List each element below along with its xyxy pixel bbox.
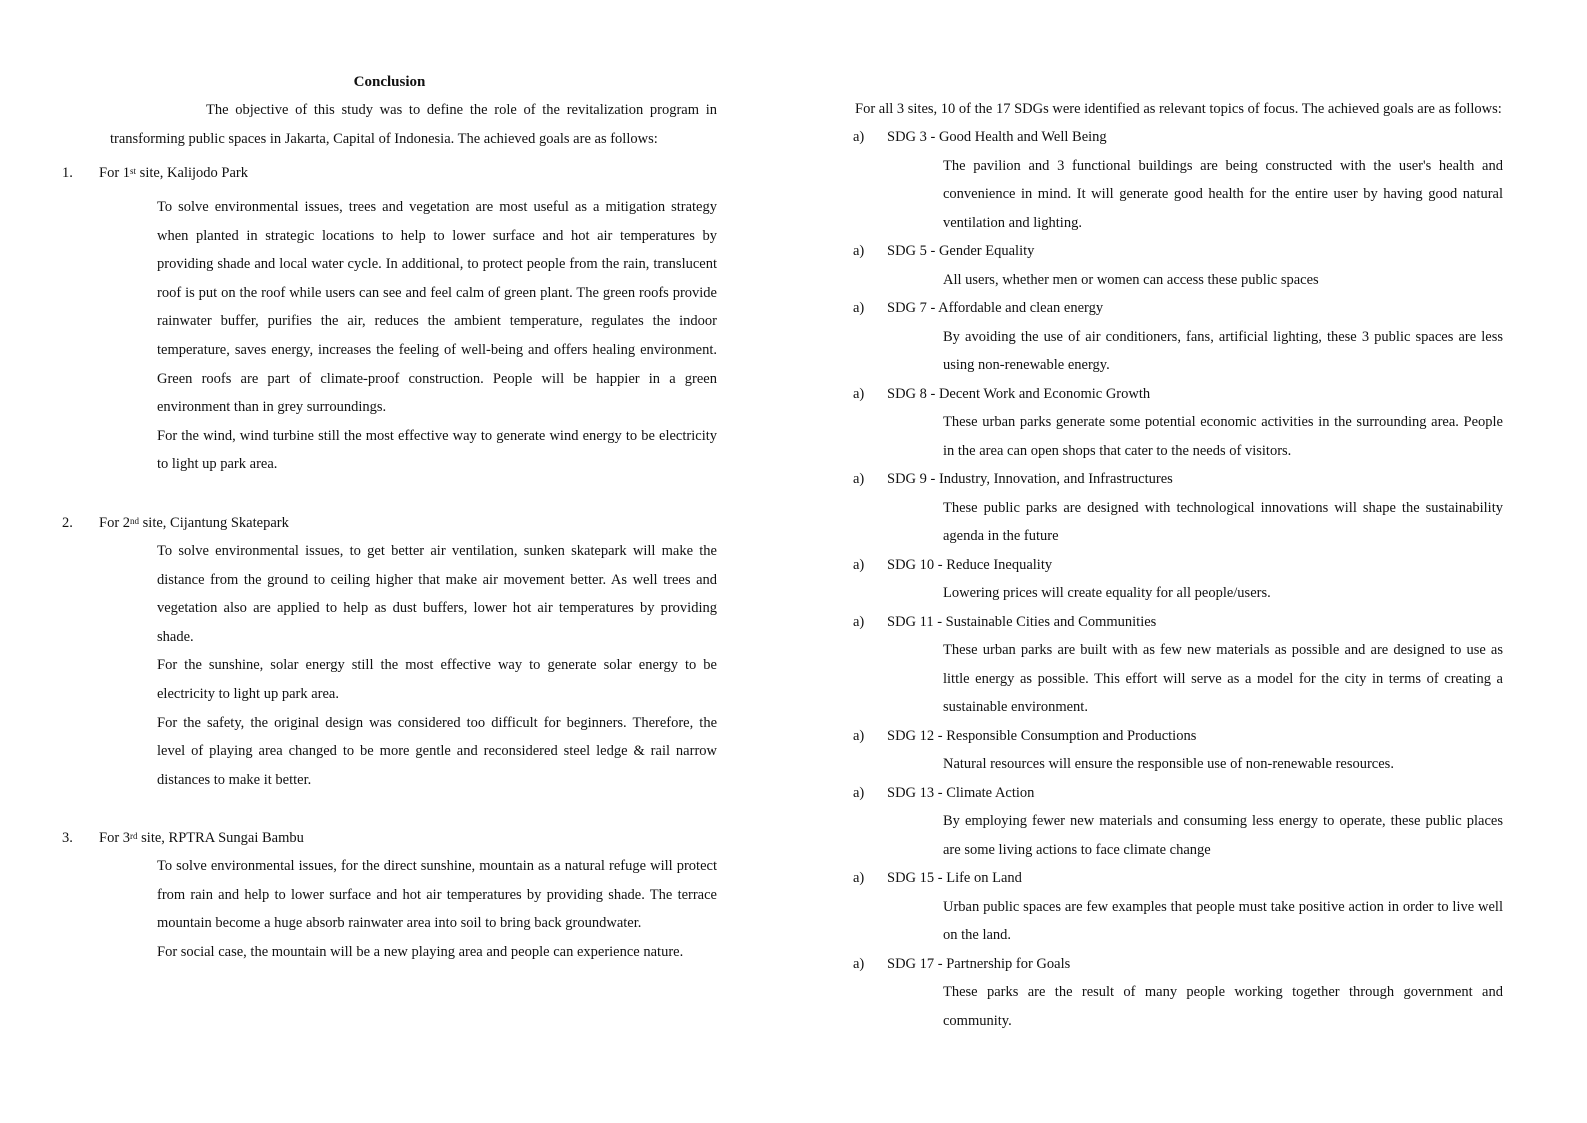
sdg-heading xyxy=(853,864,1503,893)
left-column xyxy=(62,70,717,967)
site-heading-text xyxy=(99,824,304,852)
sdg-description: Lowering prices will create equality for all people/users. xyxy=(943,585,1271,601)
body-paragraph: For the sunshine, solar energy still the most effective way to generate solar energy to be electricity to light up park area. xyxy=(157,657,717,702)
sdg-item xyxy=(853,608,1503,722)
sdg-item xyxy=(853,950,1503,1036)
sdg-item xyxy=(853,779,1503,865)
body-paragraph: To solve environmental issues, to get better air ventilation, sunken skatepark will make the distance from the ground to ceiling higher that make air movement better. As well trees and vegetation also are applied to help as dust buffers, lower hot air temperatures by providing shade. xyxy=(157,542,717,645)
heading-prefix: For 2 xyxy=(99,514,131,531)
right-column xyxy=(853,95,1503,1035)
sdg-item xyxy=(853,722,1503,779)
sdg-description: By employing fewer new materials and consuming less energy to operate, these public places are some living actions to face climate change xyxy=(943,813,1503,858)
sdg-intro-paragraph: For all 3 sites, 10 of the 17 SDGs were identified as relevant topics of focus. The achieved goals are as follows: xyxy=(855,101,1502,117)
section-title: Conclusion xyxy=(353,74,426,90)
site-3-block xyxy=(62,824,717,966)
list-letter: a) xyxy=(853,727,865,744)
list-letter: a) xyxy=(853,870,865,886)
list-number: 2. xyxy=(62,514,73,531)
sdg-description: Urban public spaces are few examples that people must take positive action in order to live well on the land. xyxy=(943,898,1503,943)
heading-prefix: For 1 xyxy=(99,165,131,181)
sdg-heading xyxy=(853,779,1503,808)
sdg-description: These urban parks generate some potential economic activities in the surrounding area. People in the area can open shops that cater to the needs of visitors. xyxy=(943,414,1503,459)
body-paragraph: To solve environmental issues, trees and vegetation are most useful as a mitigation strategy when planted in strategic locations to help to lower surface and hot air temperatures by providing shade and local water cycle. In additional, to protect people from the rain, translucent roof is put on the roof while users can see and feel calm of green plant. The green roofs provide rainwater buffer, purifies the air, reduces the ambient temperature, regulates the indoor temperature, saves energy, increases the feeling of well-being and offers healing environment. Green roofs are part of climate-proof construction. People will be happier in a green environment than in grey surroundings. xyxy=(157,199,717,416)
heading-suffix: site, RPTRA Sungai Bambu xyxy=(137,830,304,847)
sdg-description: All users, whether men or women can access these public spaces xyxy=(943,271,1319,288)
site-1-block xyxy=(62,159,717,479)
sdg-description: These urban parks are built with as few new materials as possible and are designed to use as little energy as possible. This effort will serve as a model for the city in terms of creating a sustainable environment. xyxy=(943,642,1503,715)
sdg-title: SDG 10 - Reduce Inequality xyxy=(887,556,1053,573)
sdg-item xyxy=(853,123,1503,237)
sdg-title: SDG 11 - Sustainable Cities and Communities xyxy=(887,613,1157,630)
body-paragraph: To solve environmental issues, for the direct sunshine, mountain as a natural refuge will protect from rain and help to lower surface and hot air temperatures by providing shade. The terrace mountain become a huge absorb rainwater area into soil to bring back groundwater. xyxy=(157,858,717,932)
sdg-title: SDG 5 - Gender Equality xyxy=(887,243,1035,259)
list-number: 1. xyxy=(62,165,73,181)
sdg-item xyxy=(853,551,1503,608)
sdg-title: SDG 12 - Responsible Consumption and Productions xyxy=(887,727,1197,744)
list-letter: a) xyxy=(853,385,865,402)
heading-prefix: For 3 xyxy=(99,830,131,847)
sdg-item xyxy=(853,465,1503,551)
sdg-title: SDG 13 - Climate Action xyxy=(887,784,1035,801)
sdg-heading xyxy=(853,237,1503,266)
sdg-item xyxy=(853,864,1503,950)
sdg-list xyxy=(853,123,1503,1035)
heading-suffix: site, Cijantung Skatepark xyxy=(139,514,289,531)
site-heading-text xyxy=(99,509,289,537)
list-letter: a) xyxy=(853,129,865,145)
list-letter: a) xyxy=(853,955,865,972)
list-number: 3. xyxy=(62,830,73,847)
sdg-item xyxy=(853,294,1503,380)
sdg-heading xyxy=(853,950,1503,979)
sdg-description: By avoiding the use of air conditioners, fans, artificial lighting, these 3 public spaces are less using non-renewable energy. xyxy=(943,328,1503,373)
sdg-title: SDG 15 - Life on Land xyxy=(887,870,1022,886)
sdg-heading xyxy=(853,123,1503,152)
sdg-item xyxy=(853,380,1503,466)
sdg-description: Natural resources will ensure the responsible use of non-renewable resources. xyxy=(943,756,1394,772)
body-paragraph: For the safety, the original design was considered too difficult for beginners. Therefore, the level of playing area changed to be more gentle and reconsidered steel ledge & rail narrow distances to make it better. xyxy=(157,714,717,788)
site-heading-text xyxy=(99,159,248,187)
sdg-description: These parks are the result of many people working together through government and community. xyxy=(943,984,1503,1029)
sdg-heading xyxy=(853,722,1503,751)
list-letter: a) xyxy=(853,243,865,259)
list-letter: a) xyxy=(853,784,865,801)
sdg-description: The pavilion and 3 functional buildings are being constructed with the user's health and convenience in mind. It will generate good health for the entire user by having good natural ventilation and lighting. xyxy=(943,157,1503,231)
sdg-description: These public parks are designed with technological innovations will shape the sustainability agenda in the future xyxy=(943,499,1503,544)
list-letter: a) xyxy=(853,300,865,316)
sdg-heading xyxy=(853,465,1503,494)
sdg-title: SDG 7 - Affordable and clean energy xyxy=(887,300,1104,316)
list-letter: a) xyxy=(853,471,865,487)
sdg-title: SDG 8 - Decent Work and Economic Growth xyxy=(887,385,1151,402)
body-paragraph: For social case, the mountain will be a new playing area and people can experience nature. xyxy=(157,944,684,961)
body-paragraph: For the wind, wind turbine still the most effective way to generate wind energy to be electricity to light up park area. xyxy=(157,427,717,473)
sdg-title: SDG 3 - Good Health and Well Being xyxy=(887,129,1107,145)
site-2-block xyxy=(62,509,717,794)
site-heading xyxy=(62,824,717,852)
site-heading xyxy=(62,159,717,187)
sdg-heading xyxy=(853,380,1503,409)
ordinal-suffix: nd xyxy=(130,515,140,526)
sdg-title: SDG 17 - Partnership for Goals xyxy=(887,955,1071,972)
ordinal-suffix: st xyxy=(130,166,137,176)
sdg-heading xyxy=(853,608,1503,637)
intro-paragraph: The objective of this study was to define the role of the revitalization program in transforming public spaces in Jakarta, Capital of Indonesia. The achieved goals are as follows: xyxy=(110,102,717,147)
ordinal-suffix: rd xyxy=(130,831,138,842)
sdg-title: SDG 9 - Industry, Innovation, and Infrastructures xyxy=(887,471,1173,487)
site-heading xyxy=(62,509,717,537)
sdg-item xyxy=(853,237,1503,294)
list-letter: a) xyxy=(853,613,865,630)
sdg-heading xyxy=(853,294,1503,323)
sdg-heading xyxy=(853,551,1503,580)
heading-suffix: site, Kalijodo Park xyxy=(136,165,249,181)
list-letter: a) xyxy=(853,556,865,573)
